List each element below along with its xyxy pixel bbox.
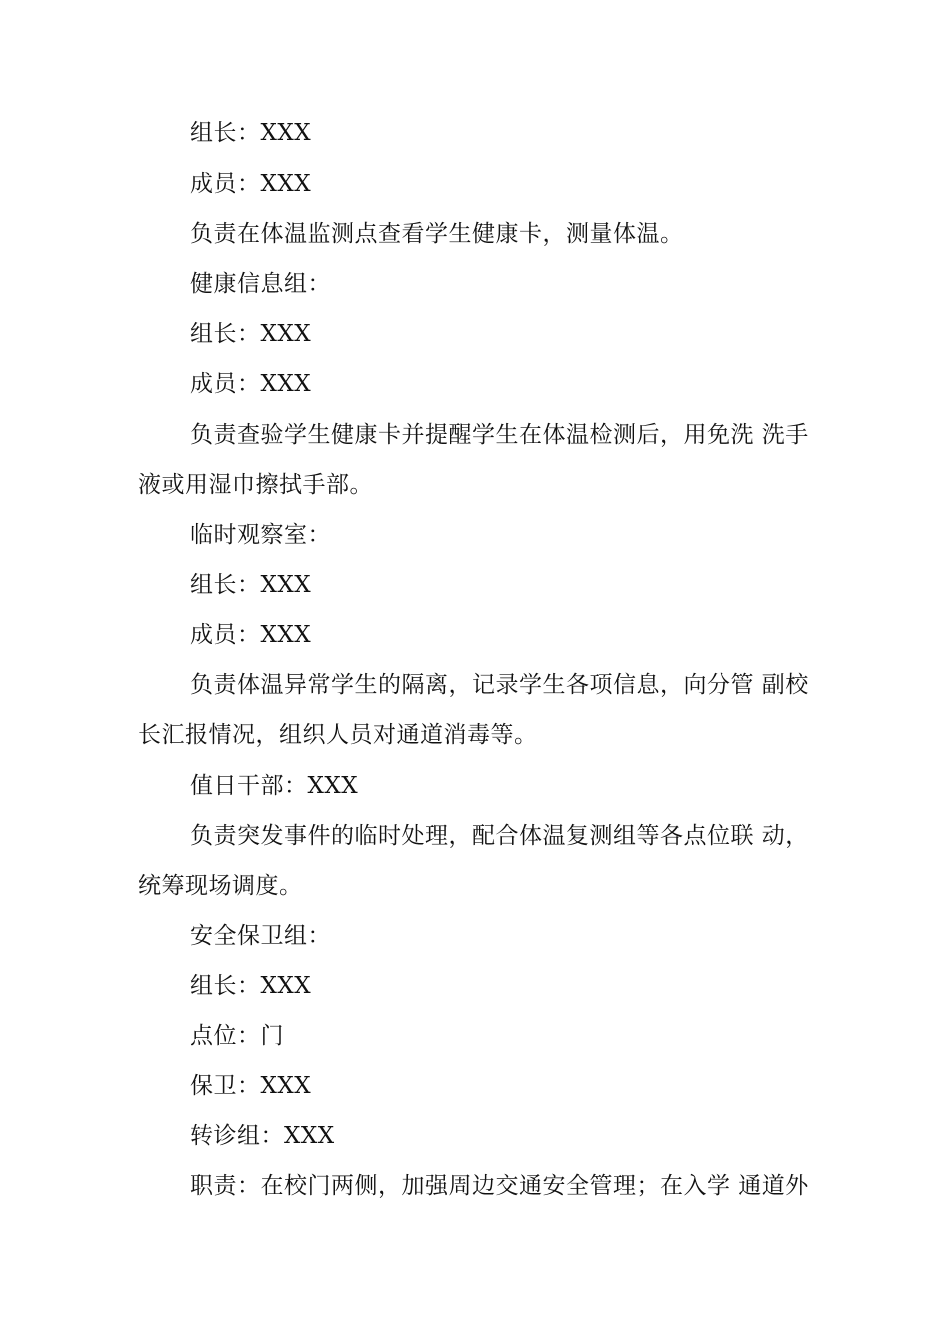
text-line: 长汇报情况，组织人员对通道消毒等。: [138, 722, 538, 748]
text-line: 负责在体温监测点查看学生健康卡，测量体温。: [190, 221, 684, 247]
text-line: 成员：XXX: [190, 622, 312, 648]
text-line: 成员：XXX: [190, 371, 312, 397]
text-line: 值日干部：XXX: [190, 773, 359, 799]
text-line: 组长：XXX: [190, 321, 312, 347]
text-line: 点位：门: [190, 1023, 284, 1049]
text-line: 安全保卫组：: [190, 923, 331, 949]
text-line: 临时观察室：: [190, 522, 331, 548]
text-line: 成员：XXX: [190, 171, 312, 197]
text-line: 负责查验学生健康卡并提醒学生在体温检测后，用免洗 洗手: [190, 422, 809, 448]
text-line: 保卫：XXX: [190, 1073, 312, 1099]
text-line: 液或用湿巾擦拭手部。: [138, 472, 373, 498]
text-line: 组长：XXX: [190, 572, 312, 598]
text-line: 职责：在校门两侧，加强周边交通安全管理；在入学 通道外: [190, 1173, 809, 1199]
text-line: 负责突发事件的临时处理，配合体温复测组等各点位联 动，: [190, 823, 809, 849]
text-line: 负责体温异常学生的隔离，记录学生各项信息，向分管 副校: [190, 672, 809, 698]
text-line: 健康信息组：: [190, 271, 331, 297]
text-line: 统筹现场调度。: [138, 873, 303, 899]
text-line: 组长：XXX: [190, 973, 312, 999]
text-line: 转诊组：XXX: [190, 1123, 335, 1149]
text-line: 组长：XXX: [190, 120, 312, 146]
